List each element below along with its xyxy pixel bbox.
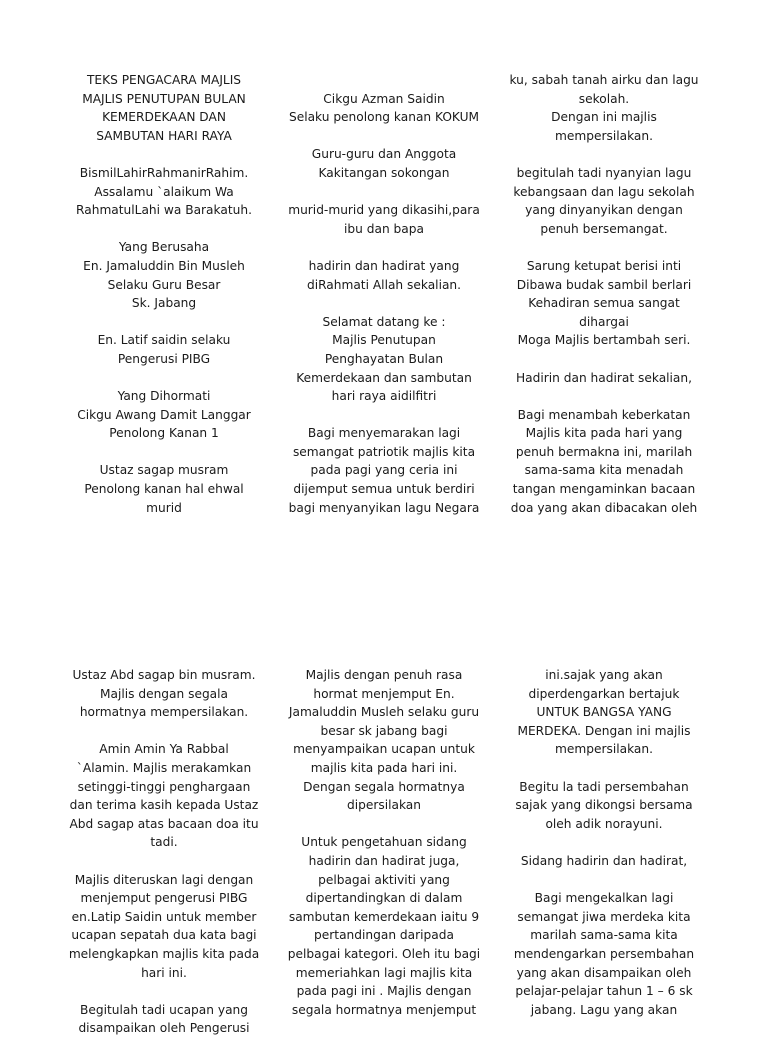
text-line: pertandingan daripada xyxy=(314,928,454,943)
text-line xyxy=(506,350,702,369)
text-line: Bagi mengekalkan lagi xyxy=(534,891,674,906)
text-line: sekolah. xyxy=(578,91,630,106)
text-line: hormatnya mempersilakan. xyxy=(79,705,249,720)
text-line: hari raya aidilfitri xyxy=(331,389,437,404)
text-line: sambutan kemerdekaan iaitu 9 xyxy=(288,909,480,924)
text-line: tangan mengaminkan bacaan xyxy=(512,482,696,497)
text-line: sama-sama kita menadah xyxy=(524,463,684,478)
text-line: Untuk pengetahuan sidang xyxy=(301,835,467,850)
text-line: pelbagai aktiviti yang xyxy=(318,872,450,887)
text-line: Sarung ketupat berisi inti xyxy=(526,258,682,273)
text-line xyxy=(66,852,262,871)
text-line: tadi. xyxy=(150,835,178,850)
text-line xyxy=(286,183,482,202)
text-line: Begitu la tadi persembahan xyxy=(519,779,689,794)
text-line: Majlis Penutupan xyxy=(332,333,436,348)
text-line: UNTUK BANGSA YANG xyxy=(536,705,672,720)
column-bottom-right xyxy=(506,666,702,1019)
text-line: Majlis dengan segala xyxy=(99,686,229,701)
text-line: begitulah tadi nyanyian lagu xyxy=(516,165,692,180)
text-line: dipertandingkan di dalam xyxy=(305,891,463,906)
text-line: Cikgu Awang Damit Langgar xyxy=(77,407,251,422)
text-line: Penolong kanan hal ehwal xyxy=(84,482,244,497)
text-line: menjemput pengerusi PIBG xyxy=(80,891,248,906)
text-line: Yang Dihormati xyxy=(117,389,211,404)
text-line: Kehadiran semua sangat xyxy=(528,296,680,311)
text-line: menyampaikan ucapan untuk xyxy=(293,742,475,757)
text-line xyxy=(286,406,482,425)
text-line: diRahmati Allah sekalian. xyxy=(306,277,462,292)
text-line: besar sk jabang bagi xyxy=(320,723,448,738)
text-line: kebangsaan dan lagu sekolah xyxy=(513,184,695,199)
text-line: segala hormatnya menjemput xyxy=(291,1002,477,1017)
text-line: Kemerdekaan dan sambutan xyxy=(296,370,472,385)
column-bottom-left xyxy=(66,666,262,1038)
text-line: En. Latif saidin selaku xyxy=(97,333,231,348)
text-line: doa yang akan dibacakan oleh xyxy=(510,500,698,515)
text-line xyxy=(506,871,702,890)
text-line xyxy=(286,127,482,146)
text-line: Dibawa budak sambil berlari xyxy=(516,277,692,292)
text-line: bagi menyanyikan lagu Negara xyxy=(288,500,480,515)
text-line xyxy=(506,145,702,164)
text-line xyxy=(66,369,262,388)
text-line xyxy=(66,145,262,164)
text-line xyxy=(66,220,262,239)
text-line: dijemput semua untuk berdiri xyxy=(293,482,475,497)
text-line: Hadirin dan hadirat sekalian, xyxy=(516,370,692,385)
text-line: pada pagi yang ceria ini xyxy=(310,463,458,478)
column-top-middle xyxy=(286,71,482,517)
column-top-left xyxy=(66,71,262,517)
text-line: hari ini. xyxy=(141,965,187,980)
text-line: Selaku penolong kanan KOKUM xyxy=(288,110,480,125)
text-line xyxy=(66,722,262,741)
text-line: MAJLIS PENUTUPAN BULAN xyxy=(82,91,246,106)
text-line xyxy=(286,71,482,90)
text-line: Yang Berusaha xyxy=(118,240,210,255)
text-line xyxy=(286,815,482,834)
column-top-right xyxy=(506,71,702,517)
text-line: Dengan ini majlis xyxy=(551,110,657,125)
text-line: Ustaz Abd sagap bin musram. xyxy=(72,668,256,682)
text-line: diperdengarkan bertajuk xyxy=(528,686,680,701)
text-line: hadirin dan hadirat juga, xyxy=(308,853,460,868)
text-line: Pengerusi PIBG xyxy=(117,351,211,366)
text-line xyxy=(66,313,262,332)
text-line: semangat patriotik majlis kita xyxy=(292,444,476,459)
text-line: pada pagi ini . Majlis dengan xyxy=(296,984,472,999)
text-line xyxy=(506,238,702,257)
text-line: KEMERDEKAAN DAN xyxy=(102,110,226,125)
text-line: ku, sabah tanah airku dan lagu xyxy=(509,73,699,87)
text-line: RahmatulLahi wa Barakatuh. xyxy=(76,203,252,218)
text-line: En. Jamaluddin Bin Musleh xyxy=(83,258,245,273)
text-line: mempersilakan. xyxy=(555,128,653,143)
text-line: Cikgu Azman Saidin xyxy=(323,91,445,106)
column-bottom-middle xyxy=(286,666,482,1019)
text-line xyxy=(506,833,702,852)
text-line xyxy=(286,294,482,313)
text-line: dihargai xyxy=(579,314,629,329)
text-line: yang dinyanyikan dengan xyxy=(525,203,683,218)
text-line: hadirin dan hadirat yang xyxy=(308,258,460,273)
text-line: penuh bermakna ini, marilah xyxy=(515,444,693,459)
text-line: Selamat datang ke : xyxy=(322,314,446,329)
text-line: Abd sagap atas bacaan doa itu xyxy=(69,816,259,831)
text-line: murid-murid yang dikasihi,para xyxy=(288,203,480,218)
text-line: Majlis dengan penuh rasa xyxy=(305,668,463,682)
text-line: Ustaz sagap musram xyxy=(99,463,229,478)
text-line: Amin Amin Ya Rabbal xyxy=(99,742,229,757)
text-line: Penghayatan Bulan xyxy=(324,351,444,366)
text-line: mempersilakan. xyxy=(555,742,653,757)
text-line: Jamaluddin Musleh selaku guru xyxy=(288,705,480,720)
text-line: Majlis diteruskan lagi dengan xyxy=(74,872,254,887)
text-line: mendengarkan persembahan xyxy=(513,946,695,961)
text-line: Sidang hadirin dan hadirat, xyxy=(520,853,688,868)
text-line: oleh adik norayuni. xyxy=(545,816,663,831)
text-line: pelbagai kategori. Oleh itu bagi xyxy=(287,946,481,961)
text-line: yang akan disampaikan oleh xyxy=(516,965,692,980)
text-line: Penolong Kanan 1 xyxy=(109,426,219,441)
text-line: Kakitangan sokongan xyxy=(318,165,450,180)
text-line: Guru-guru dan Anggota xyxy=(311,147,457,162)
text-line: SAMBUTAN HARI RAYA xyxy=(96,128,232,143)
text-line: pelajar-pelajar tahun 1 – 6 sk xyxy=(515,984,693,999)
text-line xyxy=(66,982,262,1001)
text-line: MERDEKA. Dengan ini majlis xyxy=(517,723,691,738)
text-line: Bagi menyemarakan lagi xyxy=(307,426,461,441)
text-line xyxy=(506,387,702,406)
text-line: setinggi-tinggi penghargaan xyxy=(77,779,251,794)
text-line: ucapan sepatah dua kata bagi xyxy=(71,928,257,943)
text-line: memeriahkan lagi majlis kita xyxy=(295,965,473,980)
text-line: Majlis kita pada hari yang xyxy=(525,426,683,441)
text-line: hormat menjemput En. xyxy=(313,686,455,701)
text-line: penuh bersemangat. xyxy=(540,221,668,236)
text-line: majlis kita pada hari ini. xyxy=(310,760,458,775)
text-line: jabang. Lagu yang akan xyxy=(530,1002,678,1017)
text-line: Moga Majlis bertambah seri. xyxy=(517,333,691,348)
text-line: Sk. Jabang xyxy=(131,296,197,311)
text-line: Bagi menambah keberkatan xyxy=(517,407,691,422)
text-line: en.Latip Saidin untuk member xyxy=(71,909,257,924)
text-line: dan terima kasih kepada Ustaz xyxy=(69,798,259,813)
text-line: Dengan segala hormatnya xyxy=(303,779,465,794)
text-line: semangat jiwa merdeka kita xyxy=(517,909,691,924)
text-line xyxy=(286,238,482,257)
text-line: Selaku Guru Besar xyxy=(107,277,221,292)
text-line: sajak yang dikongsi bersama xyxy=(515,798,693,813)
text-line: Assalamu `alaikum Wa xyxy=(94,184,234,199)
text-line: Begitulah tadi ucapan yang xyxy=(79,1002,249,1017)
text-line: marilah sama-sama kita xyxy=(530,928,678,943)
text-line: melengkapkan majlis kita pada xyxy=(68,946,260,961)
text-line: murid xyxy=(146,500,182,515)
text-line: disampaikan oleh Pengerusi xyxy=(78,1021,250,1036)
text-line: dipersilakan xyxy=(347,798,421,813)
text-line xyxy=(506,759,702,778)
text-line: `Alamin. Majlis merakamkan xyxy=(76,760,252,775)
text-line: TEKS PENGACARA MAJLIS xyxy=(86,73,242,87)
text-line: BismilLahirRahmanirRahim. xyxy=(79,165,249,180)
text-line: ini.sajak yang akan xyxy=(545,668,663,682)
text-line: ibu dan bapa xyxy=(344,221,424,236)
text-line xyxy=(66,443,262,462)
